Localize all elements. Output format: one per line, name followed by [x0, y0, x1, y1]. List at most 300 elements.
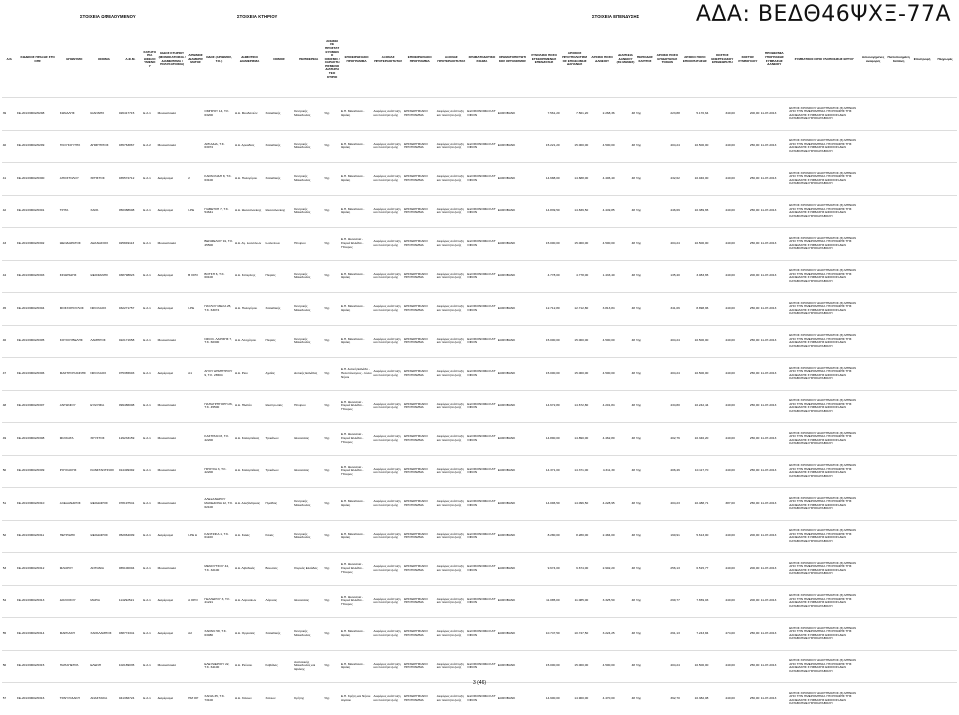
table-cell: ΓΚΟΥΚΟΥΤΗΣ [59, 130, 90, 163]
table-cell: 48 [615, 488, 635, 521]
table-cell [860, 163, 886, 196]
table-cell: Αειφόρος ανάπτυξη και ποιότητα ζωής [436, 585, 467, 618]
table-cell: EUROBANK [497, 260, 528, 293]
column-header: ΑΡΧΙΚΟ ΠΟΣΟ ΕΠΙΔΟΤΗΣΗΣ ΤΟΚΩΝ [656, 53, 679, 65]
table-cell: 440,00 [709, 683, 735, 715]
table-cell: 3.325,50 [589, 585, 615, 618]
table-cell: Αειφόρος ανάπτυξη και ποιότητα ζωής [436, 130, 467, 163]
table-cell [933, 455, 957, 488]
table-cell: Χαλκιδικής [265, 163, 294, 196]
table-cell: ΕΠΙΧΕΙΡΗΣΙΑΚΟ ΠΡΟΓΡΑΜΜΑ [403, 520, 436, 553]
table-row [2, 130, 957, 163]
column-header: ΣΥΝΟΛΙΚΟ ΠΟΣΟ ΕΓΚΕΚΡΙΜΕΝΗΣ ΕΠΕΝΔΥΣΗΣ [531, 53, 557, 65]
column-header: ΚΟΣΤΟΣ ΣΥΜΒΟΥΛΟΥ [738, 54, 758, 63]
table-cell: Ε.Π. Μακεδονία - Θράκη [340, 520, 373, 553]
table-cell: ΣΕ-2013/0602/0298 [16, 98, 59, 131]
table-row [2, 325, 957, 358]
table-cell: Μονοκατοικία [157, 98, 188, 131]
table-cell [187, 650, 203, 683]
table-cell: ΠΑΠΑΓΡΗΓΟΡΗ 26, Τ.Κ. 45500 [204, 390, 235, 423]
table-cell: Όχι [324, 390, 340, 423]
table-cell: 14.371,00 [560, 455, 589, 488]
table-cell: Όχι [636, 618, 654, 651]
table-cell: Ε.Α.1 [143, 98, 157, 131]
table-cell: 4.500,00 [589, 325, 615, 358]
table-cell: Χαλκιδικής [265, 98, 294, 131]
table-cell: 11-07-2013 [760, 423, 789, 456]
table-cell: 48 [615, 520, 635, 553]
table-cell: 11-07-2013 [760, 163, 789, 196]
table-cell [911, 293, 933, 326]
table-cell: ΒΕΝΙΖΕΛΟΥ 91, Τ.Κ. 45500 [204, 228, 235, 261]
table-cell: 440,00 [709, 423, 735, 456]
table-cell: Κεντρικής Μακεδονίας [293, 618, 324, 651]
table-cell [933, 390, 957, 423]
table-cell: Θεσσαλονίκης [265, 195, 294, 228]
table-cell [886, 325, 910, 358]
table-cell: ΠΑΠΑΠΕΤΡΑ [59, 650, 90, 683]
table-cell: ΚΩΝΣΤΑΝΤΙΝΟΣ [90, 455, 119, 488]
table-cell: Ε.Π. Μακεδονία - Θράκη [340, 260, 373, 293]
table-cell: 55 [2, 618, 16, 651]
table-cell: Ε.Α.1 [143, 650, 157, 683]
table-cell: 404,24 [654, 130, 680, 163]
table-cell: Όχι [324, 163, 340, 196]
table-cell: ΕΝΤΟΣ ΧΡΟΝΙΚΟΥ ΔΙΑΣΤΗΜΑΤΟΣ (6) ΜΗΝΩΝ ΑΠΟ ΤΗΝ ΗΜΕΡΟΜΗΝΙΑ ΥΠΟΓΡΑΦΗΣ ΤΗΣ ΔΑΝΕΙΑΚΗΣ ΣΥΜΒΑΣΗΣ ΕΦΟΣΟΝ ΔΕΝ ΚΑΤΑΒΛΗΘΕΙ ΠΡΟΚΑΤΑΒΟΛΗ [789, 228, 860, 261]
table-cell: 48 [615, 390, 635, 423]
table-cell: 4.462,80 [589, 423, 615, 456]
table-cell: EUROBANK [497, 683, 528, 715]
table-cell: 250,00 [736, 130, 760, 163]
table-cell: Β ΟΡΟ [187, 260, 203, 293]
table-cell: Ε.Α.1 [143, 163, 157, 196]
table-cell: ΑΝΤΩΝΙΟΥ [59, 390, 90, 423]
table-cell: 102189035 [118, 650, 142, 683]
table-cell [886, 293, 910, 326]
table-cell: Ε.Π. Μακεδονία - Θράκη [340, 650, 373, 683]
table-cell: Αειφόρος ανάπτυξη και ποιότητα ζωής [373, 293, 404, 326]
table-cell: 099486008 [118, 390, 142, 423]
table-cell: Αειφόρος ανάπτυξη και ποιότητα ζωής [436, 683, 467, 715]
table-cell: ΘΕΟΔΩΡΟΣ [90, 488, 119, 521]
table-cell: 14.890,00 [528, 423, 561, 456]
table-cell [860, 130, 886, 163]
table-cell: Ε.Α.1 [143, 325, 157, 358]
table-cell: Βοιωτίας [265, 553, 294, 586]
table-cell: Ε.Α.1 [143, 455, 157, 488]
table-cell: Διαμέρισμα [157, 163, 188, 196]
table-cell: ΣΕ-2013/0602/0313 [16, 585, 59, 618]
table-cell [187, 553, 203, 586]
table-cell: 14.839,50 [560, 195, 589, 228]
table-cell: 025849113 [118, 228, 142, 261]
table-cell: ΕΠΙΧΕΙΡΗΣΙΑΚΟ ΠΡΟΓΡΑΜΜΑ [403, 130, 436, 163]
table-cell [860, 423, 886, 456]
table-cell [860, 325, 886, 358]
table-cell: Ε.Π. Μακεδονία - Θράκη [340, 325, 373, 358]
table-cell [886, 488, 910, 521]
table-cell [860, 260, 886, 293]
table-cell: 14.839,50 [528, 195, 561, 228]
table-cell: ΕΞΟΙΚΟΝΟΜΩ ΚΑΤ' ΟΙΚΟΝ [467, 358, 498, 391]
table-cell: ΘΕΟΦΑΝΗΣ [90, 260, 119, 293]
column-header: ΑΡΧΙΚΟ ΠΟΣΟ ΔΑΝΕΙΟΥ [591, 54, 613, 63]
column-header: ΔΙΑΡΚΕΙΑ ΔΑΝΕΙΟΥ (ΣΕ ΜΗΝΕΣ) [616, 53, 635, 65]
table-cell: EUROBANK [497, 520, 528, 553]
table-cell: Όχι [324, 455, 340, 488]
table-cell [886, 358, 910, 391]
table-cell [933, 358, 957, 391]
table-cell: Όχι [636, 358, 654, 391]
table-cell: 10.747,50 [528, 618, 561, 651]
table-cell: 10.500,00 [681, 130, 710, 163]
table-cell: 11-07-2013 [760, 618, 789, 651]
table-cell: ΕΞΟΙΚΟΝΟΜΩ ΚΑΤ' ΟΙΚΟΝ [467, 650, 498, 683]
table-cell [911, 520, 933, 553]
table-cell: EUROBANK [497, 130, 528, 163]
table-cell [187, 390, 203, 423]
table-cell: ΣΕ-2013/0602/0302 [16, 228, 59, 261]
table-cell: Όχι [636, 553, 654, 586]
table-cell: 43 [2, 228, 16, 261]
table-cell: 041366724 [118, 683, 142, 715]
table-cell [886, 260, 910, 293]
table-cell: 2.484,00 [589, 520, 615, 553]
table-cell: 4.500,00 [589, 228, 615, 261]
table-cell [911, 163, 933, 196]
table-cell: 11-07-2013 [760, 683, 789, 715]
table-cell: Όχι [636, 390, 654, 423]
table-cell: ΕΝΤΟΣ ΧΡΟΝΙΚΟΥ ΔΙΑΣΤΗΜΑΤΟΣ (6) ΜΗΝΩΝ ΑΠΟ ΤΗΝ ΗΜΕΡΟΜΗΝΙΑ ΥΠΟΓΡΑΦΗΣ ΤΗΣ ΔΑΝΕΙΑΚΗΣ ΣΥΜΒΑΣΗΣ ΕΦΟΣΟΝ ΔΕΝ ΚΑΤΑΒΛΗΘΕΙ ΠΡΟΚΑΤΑΒΟΛΗ [789, 260, 860, 293]
table-cell: Ε.Π. Θεσσαλία - Στερεά Ελλάδα - Ήπειρος [340, 423, 373, 456]
table-cell: 14.096,50 [560, 488, 589, 521]
table-cell [911, 683, 933, 715]
table-cell: ΚΑΣΤΡΙΑΝ 8, Τ.Κ. 42200 [204, 423, 235, 456]
table-cell: 050388608 [118, 195, 142, 228]
table-cell: ΕΞΟΙΚΟΝΟΜΩ ΚΑΤ' ΟΙΚΟΝ [467, 520, 498, 553]
table-cell: 48 [615, 553, 635, 586]
table-cell: Μονοκατοικία [157, 423, 188, 456]
table-cell: Κεντρικής Μακεδονίας [293, 195, 324, 228]
table-cell: ΣΕ-2013/0602/0312 [16, 553, 59, 586]
table-cell: ΕΝΤΟΣ ΧΡΟΝΙΚΟΥ ΔΙΑΣΤΗΜΑΤΟΣ (6) ΜΗΝΩΝ ΑΠΟ ΤΗΝ ΗΜΕΡΟΜΗΝΙΑ ΥΠΟΓΡΑΦΗΣ ΤΗΣ ΔΑΝΕΙΑΚΗΣ ΣΥΜΒΑΣΗΣ ΕΦΟΣΟΝ ΔΕΝ ΚΑΤΑΒΛΗΘΕΙ ΠΡΟΚΑΤΑΒΟΛΗ [789, 585, 860, 618]
table-cell: ΧΑΡΑΛΑΜΠΟΣ [90, 618, 119, 651]
table-cell: Αειφόρος ανάπτυξη και ποιότητα ζωής [373, 98, 404, 131]
table-cell: 48 [615, 228, 635, 261]
table-cell [860, 455, 886, 488]
table-cell [933, 293, 957, 326]
table-cell: Δ.Δ. Πλαϊών [234, 390, 265, 423]
table-cell: ΣΕ-2013/0602/0316 [16, 683, 59, 715]
table-cell: Αειφόρος ανάπτυξη και ποιότητα ζωής [436, 98, 467, 131]
table-cell: Χαλκιδικής [265, 293, 294, 326]
table-cell: Κεντρικής Μακεδονίας [293, 325, 324, 358]
table-cell [933, 650, 957, 683]
table-cell [886, 585, 910, 618]
table-cell: ΕΝΤΟΣ ΧΡΟΝΙΚΟΥ ΔΙΑΣΤΗΜΑΤΟΣ (6) ΜΗΝΩΝ ΑΠΟ ΤΗΝ ΗΜΕΡΟΜΗΝΙΑ ΥΠΟΓΡΑΦΗΣ ΤΗΣ ΔΑΝΕΙΑΚΗΣ ΣΥΜΒΑΣΗΣ ΕΦΟΣΟΝ ΔΕΝ ΚΑΤΑΒΛΗΘΕΙ ΠΡΟΚΑΤΑΒΟΛΗ [789, 488, 860, 521]
table-cell: Πιερίας [265, 325, 294, 358]
table-cell [911, 455, 933, 488]
column-header: ΠΕΡΙΦΕΡΕΙΑ [299, 56, 319, 61]
table-cell: 7.659,03 [681, 585, 710, 618]
table-cell: 129233159 [118, 423, 142, 456]
table-cell: 250,00 [736, 358, 760, 391]
table-cell [911, 358, 933, 391]
table-cell: ΕΝΤΟΣ ΧΡΟΝΙΚΟΥ ΔΙΑΣΤΗΜΑΤΟΣ (6) ΜΗΝΩΝ ΑΠΟ ΤΗΝ ΗΜΕΡΟΜΗΝΙΑ ΥΠΟΓΡΑΦΗΣ ΤΗΣ ΔΑΝΕΙΑΚΗΣ ΣΥΜΒΑΣΗΣ ΕΦΟΣΟΝ ΔΕΝ ΚΑΤΑΒΛΗΘΕΙ ΠΡΟΚΑΤΑΒΟΛΗ [789, 390, 860, 423]
table-cell: 5.613,00 [681, 520, 710, 553]
table-cell: Δ.Δ. Πολυγύρου [234, 293, 265, 326]
table-cell [911, 98, 933, 131]
table-cell: 440,00 [709, 195, 735, 228]
table-cell: Ε.Π. Θεσσαλία - Στερεά Ελλάδα - Ήπειρος [340, 455, 373, 488]
table-cell: 48 [615, 163, 635, 196]
table-cell [187, 228, 203, 261]
table-cell [911, 130, 933, 163]
table-cell: 4.500,00 [589, 358, 615, 391]
table-cell [886, 195, 910, 228]
table-cell: ΕΠΙΧΕΙΡΗΣΙΑΚΟ ΠΡΟΓΡΑΜΜΑ [403, 683, 436, 715]
table-cell: 440,00 [709, 325, 735, 358]
column-header: Πιστοποιημένη δαπάνη [887, 54, 910, 63]
table-cell: EUROBANK [497, 650, 528, 683]
table-cell: 200,00 [736, 520, 760, 553]
table-cell: ΜΑΡΙΑ [90, 585, 119, 618]
table-cell: Δ.Δ. Ρίου [234, 358, 265, 391]
table-cell [911, 553, 933, 586]
table-cell: 14.688,00 [560, 163, 589, 196]
column-header: ΚΑΤΗΓΟΡΙΑ ΩΦΕΛΟΥΜΕΝΟΥ [143, 49, 157, 68]
table-cell [860, 585, 886, 618]
table-cell: 404,24 [654, 650, 680, 683]
table-cell: 11-07-2013 [760, 390, 789, 423]
table-cell [911, 390, 933, 423]
table-cell: Ε.Α.1 [143, 585, 157, 618]
table-cell: ΚΟΥΚΟΥΒΕΛΗΣ [59, 325, 90, 358]
ada-watermark: ΑΔΑ: ΒΕΔΘ46ΨΧΞ-77Α [695, 2, 951, 27]
table-cell: 250,00 [736, 228, 760, 261]
table-cell: Αειφόρος ανάπτυξη και ποιότητα ζωής [373, 195, 404, 228]
table-cell: Όχι [324, 488, 340, 521]
table-cell: 404,23 [654, 488, 680, 521]
table-cell: 035763867 [118, 130, 142, 163]
table-cell: Θεσπρωτίας [265, 390, 294, 423]
table-cell: ΤΡΑΓΟΥΔΑΚΗ [59, 683, 90, 715]
table-cell: Αειφόρος ανάπτυξη και ποιότητα ζωής [436, 520, 467, 553]
table-cell: Διαμέρισμα [157, 520, 188, 553]
table-cell: Όχι [324, 683, 340, 715]
table-cell [860, 618, 886, 651]
column-header: ΧΡΗΜΑΤΟΠΙΣΤΩΤΙΚΟΣ ΟΡΓΑΝΙΣΜΟΣ [498, 54, 527, 63]
table-cell: Όχι [324, 325, 340, 358]
table-cell: 7.561,20 [560, 98, 589, 131]
table-cell: 402,76 [654, 423, 680, 456]
table-cell: 7.243,84 [681, 618, 710, 651]
table-cell: Μονοκατοικία [157, 488, 188, 521]
table-cell: ΦΙΛΙΚΑΤΑ [59, 423, 90, 456]
table-cell [933, 98, 957, 131]
table-cell: ΕΝΤΟΣ ΧΡΟΝΙΚΟΥ ΔΙΑΣΤΗΜΑΤΟΣ (6) ΜΗΝΩΝ ΑΠΟ ΤΗΝ ΗΜΕΡΟΜΗΝΙΑ ΥΠΟΓΡΑΦΗΣ ΤΗΣ ΔΑΝΕΙΑΚΗΣ ΣΥΜΒΑΣΗΣ ΕΦΟΣΟΝ ΔΕΝ ΚΑΤΑΒΛΗΘΕΙ ΠΡΟΚΑΤΑΒΟΛΗ [789, 163, 860, 196]
table-cell: 11.085,00 [560, 585, 589, 618]
table-cell: ΕΠΙΧΕΙΡΗΣΙΑΚΟ ΠΡΟΓΡΑΜΜΑ [403, 228, 436, 261]
table-cell: Όχι [636, 228, 654, 261]
table-cell: Δ.Δ. Αρκαδίας [234, 130, 265, 163]
table-cell: ΣΕ-2013/0602/0306 [16, 358, 59, 391]
table-cell: 341,06 [654, 293, 680, 326]
table-cell [933, 618, 957, 651]
table-cell: 56 [2, 650, 16, 683]
table-cell: ΕΠΙΧΕΙΡΗΣΙΑΚΟ ΠΡΟΓΡΑΜΜΑ [403, 260, 436, 293]
table-cell: 440,00 [709, 390, 735, 423]
table-cell: 440,00 [709, 455, 735, 488]
table-cell: Αειφόρος ανάπτυξη και ποιότητα ζωής [373, 358, 404, 391]
table-cell: 406,46 [654, 455, 680, 488]
table-cell: 014499392 [118, 455, 142, 488]
table-cell [187, 488, 203, 521]
table-cell: 15.000,00 [528, 650, 561, 683]
table-cell: Διαμέρισμα [157, 585, 188, 618]
table-cell: 026417715 [118, 98, 142, 131]
column-header: ΑΡΧΙΚΟΣ ΠΡΟΥΠΟΛΟΓΙΣΜΟΣ ΕΠΙΛΕΞΙΜΗΣ ΔΑΠΑΝΗΣ [562, 51, 587, 67]
table-cell: Δυτικής Ελλάδας [293, 358, 324, 391]
table-cell: 1.433,40 [589, 260, 615, 293]
table-cell: Δ.Δ. Καλαμπάκας [234, 455, 265, 488]
table-cell: 432,62 [654, 163, 680, 196]
table-cell: ΠΡΟΥΣΑ 3, Τ.Κ. 42200 [204, 455, 235, 488]
table-cell [886, 163, 910, 196]
table-cell: Αειφόρος ανάπτυξη και ποιότητα ζωής [373, 585, 404, 618]
table-cell: 48 [615, 293, 635, 326]
column-header: ΠΡΟΘΕΣΜΙΑ ΥΠΟΓΡΑΦΗΣ ΣΥΜΒΑΣΗΣ ΔΑΝΕΙΟΥ [764, 51, 784, 67]
table-row [2, 683, 957, 715]
column-header: ΧΡΗΜΑΤΟΔΟΤΙΚΟ ΣΧΗΜΑ [468, 54, 496, 63]
table-cell: ΕΞΟΙΚΟΝΟΜΩ ΚΑΤ' ΟΙΚΟΝ [467, 390, 498, 423]
table-cell: 49 [2, 423, 16, 456]
table-cell: 404,24 [654, 358, 680, 391]
table-cell [860, 553, 886, 586]
table-cell [860, 358, 886, 391]
table-cell: Μονοκατοικία [157, 130, 188, 163]
table-cell: 114292521 [118, 585, 142, 618]
table-cell: Ε.Α.2 [143, 130, 157, 163]
table-cell: 46 [2, 325, 16, 358]
table-cell: ΕΠΙΧΕΙΡΗΣΙΑΚΟ ΠΡΟΓΡΑΜΜΑ [403, 618, 436, 651]
table-cell: Όχι [636, 683, 654, 715]
table-cell: ΙΩΑΝΝΗΣ [90, 98, 119, 131]
table-cell: 4.500,00 [589, 130, 615, 163]
table-cell [860, 98, 886, 131]
table-cell: Αειφόρος ανάπτυξη και ποιότητα ζωής [436, 228, 467, 261]
table-cell: 022171658 [118, 325, 142, 358]
table-cell: 48 [615, 195, 635, 228]
table-cell: ΑΘΑΝΑΣΙΟΣ [90, 228, 119, 261]
table-cell: ΕΝΤΟΣ ΧΡΟΝΙΚΟΥ ΔΙΑΣΤΗΜΑΤΟΣ (6) ΜΗΝΩΝ ΑΠΟ ΤΗΝ ΗΜΕΡΟΜΗΝΙΑ ΥΠΟΓΡΑΦΗΣ ΤΗΣ ΔΑΝΕΙΑΚΗΣ ΣΥΜΒΑΣΗΣ ΕΦΟΣΟΝ ΔΕΝ ΚΑΤΑΒΛΗΘΕΙ ΠΡΟΚΑΤΑΒΟΛΗ [789, 683, 860, 715]
table-row [2, 650, 957, 683]
table-row [2, 228, 957, 261]
table-cell: 2.902,20 [589, 553, 615, 586]
table-cell: 200,00 [736, 553, 760, 586]
table-cell: 440,00 [709, 293, 735, 326]
table-cell: ΓΕΛΛΕΡΟΥ 3, Τ.Κ. 41221 [204, 585, 235, 618]
table-cell: Ι-ΡΕ Δ [187, 520, 203, 553]
table-cell: ΠΑΥΛΟΥ ΜΕΛΑ 25, Τ.Κ. 63074 [204, 293, 235, 326]
table-cell: 299,77 [654, 585, 680, 618]
table-cell: Ηπείρου [293, 390, 324, 423]
table-cell: ΣΕ-2013/0602/0310 [16, 488, 59, 521]
table-cell: EUROBANK [497, 195, 528, 228]
table-cell: ΦΛΩΡΟΥ [59, 553, 90, 586]
column-header: ΚΟΣΤΟΣ ΕΝΕΡΓΕΙΑΚΟΥ ΕΠΙΘΕΩΡΗΤΗ [711, 53, 734, 65]
table-cell: Δ.Δ. Μουδανιών [234, 98, 265, 131]
table-row [2, 195, 957, 228]
column-header: Αιτιολογημένες αναφορές [861, 54, 885, 63]
table-cell: EUROBANK [497, 618, 528, 651]
table-cell [860, 488, 886, 521]
table-cell: ΕΥΘΥΜΙΑ [90, 390, 119, 423]
table-cell: Αειφόρος ανάπτυξη και ποιότητα ζωής [373, 163, 404, 196]
table-cell [933, 520, 957, 553]
table-cell: 340,00 [709, 98, 735, 131]
section-investment: ΣΤΟΙΧΕΙΑ ΕΠΕΝΔΥΣΗΣ [592, 14, 640, 19]
table-cell: 44 [2, 260, 16, 293]
table-cell: Ε.Α.1 [143, 390, 157, 423]
table-cell: 48 [615, 618, 635, 651]
table-cell: 48 [2, 390, 16, 423]
column-header: ΕΠΩΝΥΜΟ [66, 56, 83, 61]
table-cell: 440,00 [709, 520, 735, 553]
table-cell: Κιλκίς [265, 520, 294, 553]
table-cell: ΕΞΟΙΚΟΝΟΜΩ ΚΑΤ' ΟΙΚΟΝ [467, 260, 498, 293]
table-cell: ΣΕ-2013/0602/0305 [16, 325, 59, 358]
table-cell: 11-07-2013 [760, 260, 789, 293]
table-cell: Όχι [636, 520, 654, 553]
table-cell: 11-07-2013 [760, 293, 789, 326]
table-cell: Όχι [324, 228, 340, 261]
table-cell: 10.747,50 [560, 618, 589, 651]
table-cell: Αειφόρος ανάπτυξη και ποιότητα ζωής [436, 423, 467, 456]
table-cell: 440,00 [709, 130, 735, 163]
table-row [2, 260, 957, 293]
table-cell: Διαμέρισμα [157, 293, 188, 326]
table-cell: Διαμέρισμα [157, 618, 188, 651]
column-header: ΚΩΔΙΚΟΣ ΠΡΑΞΗΣ ΣΤΟ ΟΠΣ [20, 54, 55, 63]
table-cell: 11-07-2013 [760, 195, 789, 228]
table-cell: ΜΑΡΚΑΚΗ [59, 618, 90, 651]
table-cell: 440,00 [709, 260, 735, 293]
table-cell: Δ.Δ. Ρεύσου [234, 650, 265, 683]
table-cell [886, 130, 910, 163]
table-cell: ΕΠΙΧΕΙΡΗΣΙΑΚΟ ΠΡΟΓΡΑΜΜΑ [403, 325, 436, 358]
table-cell: 250,00 [736, 618, 760, 651]
table-cell: Όχι [324, 553, 340, 586]
table-cell: ΝΙΚΟΛΑΟΣ [90, 293, 119, 326]
table-cell: 12.712,80 [560, 293, 589, 326]
table-cell: 8.280,00 [560, 520, 589, 553]
table-cell: Δ.Δ. Πολυγύρου [234, 163, 265, 196]
table-cell: Κεντρικής Μακεδονίας [293, 163, 324, 196]
table-cell: Αειφόρος ανάπτυξη και ποιότητα ζωής [373, 520, 404, 553]
table-cell: 038798823 [118, 260, 142, 293]
table-cell: 5.170,64 [681, 98, 710, 131]
table-cell [886, 390, 910, 423]
table-cell: Δ.Δ. Λαρισαίων [234, 585, 265, 618]
table-cell [933, 488, 957, 521]
table-cell: Όχι [636, 293, 654, 326]
table-cell: 4.201,84 [589, 390, 615, 423]
table-cell: 14.096,50 [528, 488, 561, 521]
table-cell: EUROBANK [497, 585, 528, 618]
table-cell: Ημαθίας [265, 488, 294, 521]
table-cell: ΑΓΙΟΥ ΔΗΜΗΤΡΙΟΥ 9, Τ.Κ. 26504 [204, 358, 235, 391]
